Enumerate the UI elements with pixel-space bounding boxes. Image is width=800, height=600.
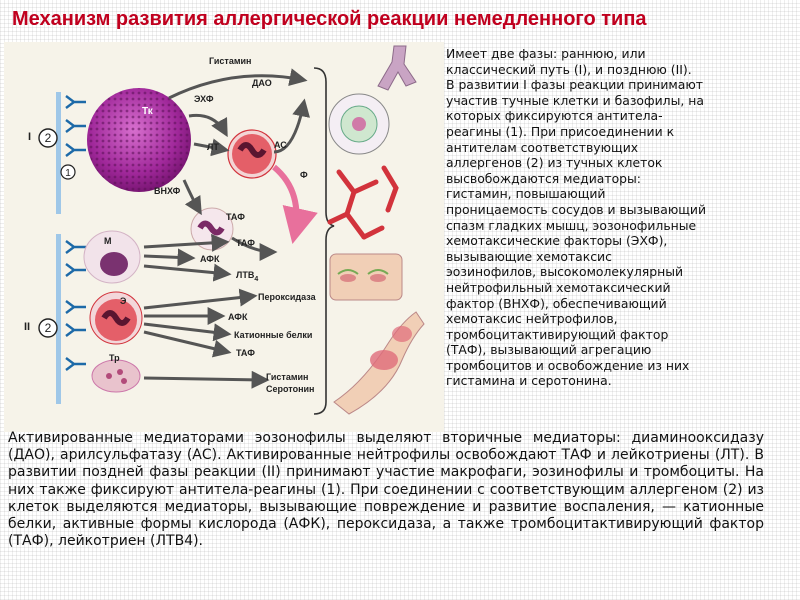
- eosinophil-phase-two-cell: [90, 292, 142, 344]
- face-illustration: [330, 254, 402, 300]
- svg-text:2: 2: [44, 131, 52, 145]
- cell-membrane-phase-one: [56, 92, 61, 214]
- antibody-number-marker: [61, 165, 75, 179]
- phi-arrow: [274, 167, 297, 237]
- mast-cell: [87, 88, 191, 192]
- ltb4-label: $ЛТВ_4$: [236, 270, 259, 283]
- vnhf-label: ВНХФ: [154, 186, 181, 196]
- page-title: Механизм развития аллергической реакции немедленного типа: [12, 8, 647, 30]
- dao-label: ДАО: [252, 78, 272, 88]
- antibody-icon: [66, 96, 86, 370]
- cell-membrane-phase-two: [56, 234, 61, 404]
- peroxidase-label: Пероксидаза: [258, 292, 316, 302]
- bronchus-illustration: [329, 46, 416, 154]
- macrophage-cell: [84, 231, 140, 283]
- svg-text:Э: Э: [120, 296, 127, 306]
- allergen-number-marker: [39, 129, 57, 337]
- phase-two-label: II: [24, 321, 31, 333]
- platelet-serotonin-label: Серотонин: [266, 384, 315, 394]
- cationic-proteins-label: Катионные белки: [234, 330, 313, 340]
- platelet-cluster: [92, 353, 140, 392]
- ros-eosinophil-label: АФК: [228, 312, 248, 322]
- arm-rash-illustration: [334, 312, 424, 414]
- eosinophil-cell: [228, 130, 276, 178]
- body-paragraph: Активированные медиаторами эозонофилы выделяют вторичные медиаторы: диаминооксидазу (ДАО), арилсульфатазу (АС). Активированные нейтрофилы освобождают ТАФ и лейкотриены (ЛТ). В развитии поздней фазы реакции (II) принимают участие макрофаги, эозинофилы и тромбоциты. На них также фиксируют антитела-реагины (1). При соединении с соответствующим аллергеном (2) из клеток выделяются медиаторы, вызывающие повреждение и развитие воспаления, — катионные белки, активные формы кислорода (АФК), пероксидаза, а также тромбоцитактивирующий фактор (ТАФ), лейкотриен (ЛТВ4).: [8, 430, 764, 550]
- intro-paragraph: Имеет две фазы: раннюю, или классический путь (I), и позднюю (II). В развитии I фазы реакции принимают участив тучные клетки и базофилы, на которых фиксируются антитела- реагины (1). При присоединении к антителам соответствующих аллергенов (2) из тучных клеток высвобождаются медиаторы: гистамин, повышающий проницаемость сосудов и вызывающий спазм гладких мышц, эозонофильные хемотаксические факторы (ЭХФ), вызывающие хемотаксис эозинофилов, высокомолекулярный нейтрофильный хемотаксический фактор (ВНХФ), обеспечивающий хемотаксис нейтрофилов, тромбоцитактивирующий фактор (ТАФ), вызывающий агрегацию тромбоцитов и освобождение из них гистамина и серотонина.: [446, 46, 707, 389]
- phi-label: Ф: [300, 170, 308, 180]
- paf-eosinophil-label: ТАФ: [236, 348, 255, 358]
- svg-text:Тк: Тк: [142, 106, 153, 117]
- phase-one-label: I: [28, 131, 32, 143]
- svg-text:М: М: [104, 236, 112, 246]
- paf-macrophage-label: ТАФ: [236, 238, 255, 248]
- histamine-label: Гистамин: [209, 56, 252, 66]
- as-label: АС: [274, 140, 287, 150]
- svg-text:2: 2: [44, 321, 52, 335]
- lt-label: ЛТ: [207, 142, 219, 152]
- svg-text:1: 1: [65, 168, 71, 179]
- vessels-illustration: [330, 168, 396, 237]
- svg-text:Тр: Тр: [109, 353, 120, 363]
- mechanism-diagram: [4, 42, 444, 432]
- ehf-label: ЭХФ: [194, 94, 214, 104]
- allergy-mechanism-figure: [4, 42, 444, 432]
- paf-label: ТАФ: [226, 212, 245, 222]
- ros-macrophage-label: АФК: [200, 254, 220, 264]
- platelet-histamine-label: Гистамин: [266, 372, 309, 382]
